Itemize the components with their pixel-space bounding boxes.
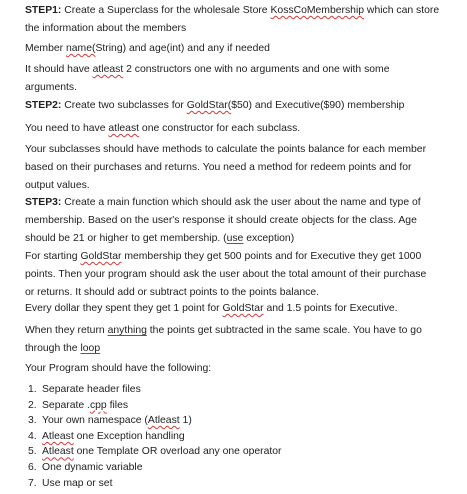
returns-loop: loop <box>80 343 101 354</box>
list-item <box>28 382 282 398</box>
constructors-paragraph <box>25 61 455 97</box>
points-goldstar: GoldStar <box>80 251 122 262</box>
constructors-text-line2: arguments. <box>25 82 77 93</box>
step3-use-word: use <box>226 233 244 244</box>
list-text-cont: one Template OR overload any one operator <box>73 446 282 458</box>
step1-text: Create a Superclass for the wholesale Store <box>64 5 271 16</box>
points-line3: or returns. It should add or subtract points to the points balance. <box>25 287 319 298</box>
list-item <box>28 460 282 476</box>
methods-line2: based on their purchases and returns. You need a method for redeem points and for <box>25 162 412 173</box>
step3-paragraph <box>25 194 455 248</box>
dollar-text: Every dollar they spent they get 1 point for <box>25 303 223 314</box>
methods-line3: output values. <box>25 180 90 191</box>
step1-label: STEP1: <box>25 5 62 16</box>
list-number: 5. <box>28 446 37 458</box>
returns-anything: anything <box>107 325 147 336</box>
step3-line2: membership. Based on the user's response it should create objects for the class. Age <box>25 215 417 226</box>
step1-text-line2: the information about the members <box>25 23 187 34</box>
list-text: Your own namespace ( <box>42 415 148 427</box>
member-name-word: name( <box>66 43 96 54</box>
list-item <box>28 476 282 492</box>
list-number: 4. <box>28 430 37 442</box>
step2-text-cont: $50) and Executive($90) membership <box>231 100 405 111</box>
step2-text: Create two subclasses for <box>64 100 187 111</box>
step3-label: STEP3: <box>25 197 62 208</box>
list-number: 6. <box>28 461 37 473</box>
step2-paragraph <box>25 97 455 115</box>
returns-text-cont: the points get subtracted in the same scale. You have to go <box>146 325 422 336</box>
constructors-text: It should have <box>25 64 93 75</box>
list-text-flagged: Atleast <box>42 430 74 442</box>
list-text: Separate header files <box>42 384 141 395</box>
constructors-text-cont: 2 constructors one with no arguments and one with some <box>123 64 390 75</box>
returns-line2: through the <box>25 343 81 354</box>
list-text: Use map or set <box>42 477 113 489</box>
member-text-cont: String) and age(int) and any if needed <box>95 43 270 54</box>
list-text-cont: one Exception handling <box>73 430 185 442</box>
points-paragraph <box>25 248 455 302</box>
subclass-text-cont: one constructor for each subclass. <box>139 123 301 134</box>
dollar-text-cont: and 1.5 points for Executive. <box>263 303 398 314</box>
list-text-flagged: cpp <box>89 399 107 411</box>
list-text-cont: files <box>106 399 129 411</box>
step1-text-cont: which can store <box>364 5 440 16</box>
list-text: One dynamic variable <box>42 461 143 473</box>
dollar-paragraph <box>25 300 455 318</box>
member-fields-paragraph <box>25 40 455 58</box>
returns-text: When they return <box>25 325 108 336</box>
points-text-cont: membership they get 500 points and for Executive they get 1000 <box>121 251 422 262</box>
methods-paragraph <box>25 141 455 195</box>
list-item <box>28 413 282 429</box>
list-item <box>28 398 282 414</box>
step2-label: STEP2: <box>25 100 62 111</box>
returns-paragraph <box>25 322 455 358</box>
list-item <box>28 444 282 460</box>
requirements-list <box>28 382 282 491</box>
step1-paragraph <box>25 2 455 38</box>
step1-class-name: KossCoMembership <box>270 5 365 16</box>
methods-line1: Your subclasses should have methods to calculate the points balance for each member <box>25 144 427 155</box>
list-text-cont: 1) <box>179 415 192 427</box>
member-text: Member <box>25 43 66 54</box>
list-number: 2. <box>28 399 37 411</box>
step2-goldstar: GoldStar( <box>186 100 232 111</box>
subclass-text: You need to have <box>25 123 109 134</box>
list-text: Separate . <box>42 399 90 411</box>
list-number: 7. <box>28 477 37 489</box>
step3-line3-cont: exception) <box>243 233 295 244</box>
dollar-goldstar: GoldStar <box>222 303 264 314</box>
list-number: 3. <box>28 415 37 427</box>
constructors-atleast: atleast <box>92 64 124 75</box>
subclass-atleast: atleast <box>108 123 140 134</box>
points-text: For starting <box>25 251 81 262</box>
points-line2: points. Then your program should ask the user about the total amount of their purchase <box>25 269 427 280</box>
step3-line1: Create a main function which should ask the user about the name and type of <box>64 197 421 208</box>
list-item <box>28 429 282 445</box>
list-text-flagged: Atleast <box>147 415 180 427</box>
subclass-constructor-paragraph <box>25 120 455 138</box>
list-text-flagged: Atleast <box>42 446 74 458</box>
step3-line3: should be 21 or higher to get membership. ( <box>25 233 227 244</box>
program-intro: Your Program should have the following: <box>25 363 212 374</box>
list-number: 1. <box>28 384 37 395</box>
